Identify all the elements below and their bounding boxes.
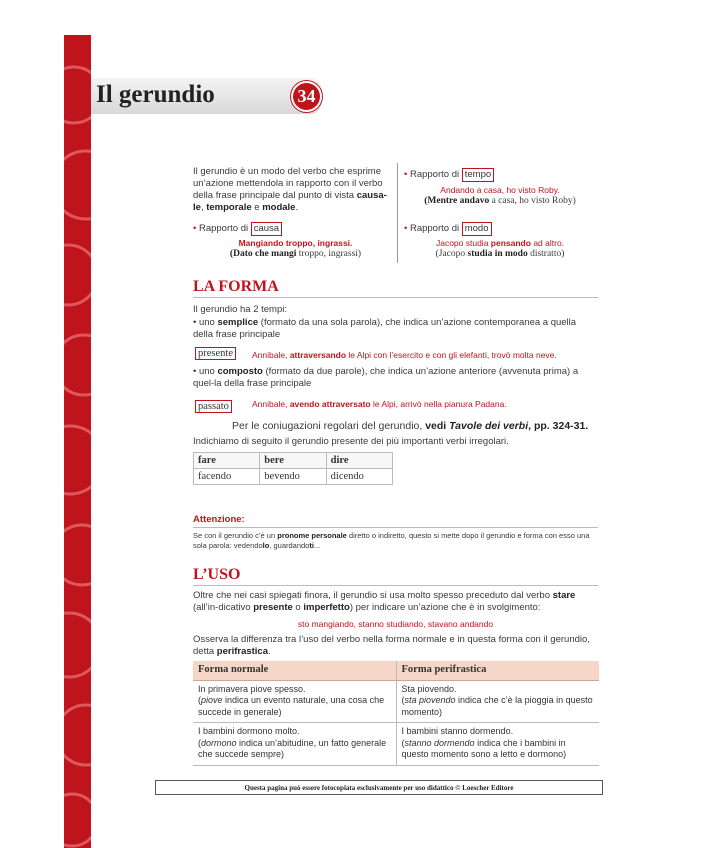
tempo-paraphrase: (Mentre andavo a casa, ho visto Roby) — [424, 196, 576, 206]
table-cell: dicendo — [326, 469, 392, 485]
table-header-cell: Forma normale — [193, 661, 396, 680]
passato-label: passato — [195, 396, 232, 414]
ring-pattern-icon — [64, 35, 91, 848]
forma-intro: Il gerundio ha 2 tempi: — [193, 304, 288, 315]
intro-paragraph: Il gerundio è un modo del verbo che esprime un’azione mettendola in rapporto con il verbo della frase principale dal punto di vista causa-le, temporale e modale. — [193, 166, 387, 213]
forma-composto: • uno composto (formato da due parole), che indica un’azione anteriore (avvenuta prima) a quel-la della frase principale — [193, 366, 579, 389]
section-heading-forma: LA FORMA — [193, 278, 279, 295]
table-row — [193, 723, 599, 766]
attenzione-title: Attenzione: — [193, 514, 245, 525]
rapporto-tempo: • Rapporto di tempo — [404, 168, 494, 182]
table-header-cell: dire — [326, 453, 392, 469]
modo-example: Jacopo studia pensando ad altro. — [435, 238, 565, 248]
table-header-cell: bere — [260, 453, 326, 469]
copyright-footer: Questa pagina può essere fotocopiata esclusivamente per uso didattico © Loescher Editore — [155, 780, 603, 795]
decorative-side-band — [64, 35, 91, 848]
section-heading-uso: L’USO — [193, 566, 241, 583]
table-cell: Sta piovendo. (sta piovendo indica che c’è la pioggia in questo momento) — [396, 680, 599, 723]
table-header-cell: fare — [194, 453, 260, 469]
heading-rule — [193, 297, 598, 298]
attenzione-rule — [193, 527, 598, 528]
forma-semplice: • uno semplice (formato da una sola parola), che indica un’azione contemporanea a quella della frase principale — [193, 317, 577, 340]
rapporto-causa: • Rapporto di causa — [193, 222, 282, 236]
table-cell: In primavera piove spesso. (piove indica un evento naturale, una cosa che succede in generale) — [193, 680, 396, 723]
causa-paraphrase: (Dato che mangi troppo, ingrassi) — [229, 249, 362, 259]
causa-example: Mangiando troppo, ingrassi. — [238, 238, 353, 248]
table-cell: facendo — [194, 469, 260, 485]
table-row — [193, 680, 599, 723]
uso-examples: sto mangiando, stanno studiando, stavano andando — [297, 619, 494, 629]
table-cell: bevendo — [260, 469, 326, 485]
table-cell: I bambini stanno dormendo. (stanno dormendo indica che i bambini in questo momento sono a letto e dormono) — [396, 723, 599, 766]
chapter-badge: 34 — [291, 81, 322, 112]
coniugazioni-note: Per le coniugazioni regolari del gerundio, vedi Tavole dei verbi, pp. 324-31. — [232, 420, 589, 432]
table-header-cell: Forma perifrastica — [396, 661, 599, 680]
irregular-verbs-table — [193, 452, 393, 485]
passato-example: Annibale, avendo attraversato le Alpi, arrivò nella pianura Padana. — [252, 399, 507, 409]
column-divider — [397, 163, 398, 263]
attenzione-text: Se con il gerundio c’è un pronome personale diretto o indiretto, questo si mette dopo il gerundio e forma con esso una sola parola: vedendolo, guardandoti... — [193, 531, 590, 550]
presente-label: presente — [195, 347, 236, 360]
uso-paragraph: Oltre che nei casi spiegati finora, il gerundio si usa molto spesso preceduto dal verbo stare (all’in-dicativo presente o imperfetto) per indicare un’azione che è in svolgimento: — [193, 590, 576, 613]
tempo-example: Andando a casa, ho visto Roby. — [440, 185, 560, 195]
irregolari-intro: Indichiamo di seguito il gerundio presente dei più importanti verbi irregolari. — [193, 436, 509, 447]
perifrastica-paragraph: Osserva la differenza tra l’uso del verbo nella forma normale e in questa forma con il gerundio, detta perifrastica. — [193, 634, 590, 657]
table-cell: I bambini dormono molto. (dormono indica un’abitudine, un fatto generale che succede sempre) — [193, 723, 396, 766]
heading-rule — [193, 585, 598, 586]
modo-paraphrase: (Jacopo studia in modo distratto) — [435, 249, 565, 259]
presente-example: Annibale, attraversando le Alpi con l’esercito e con gli elefanti, trovò molta neve. — [252, 350, 557, 360]
rapporto-modo: • Rapporto di modo — [404, 222, 492, 236]
page-title: Il gerundio — [96, 81, 215, 108]
perifrastica-table — [193, 661, 599, 766]
